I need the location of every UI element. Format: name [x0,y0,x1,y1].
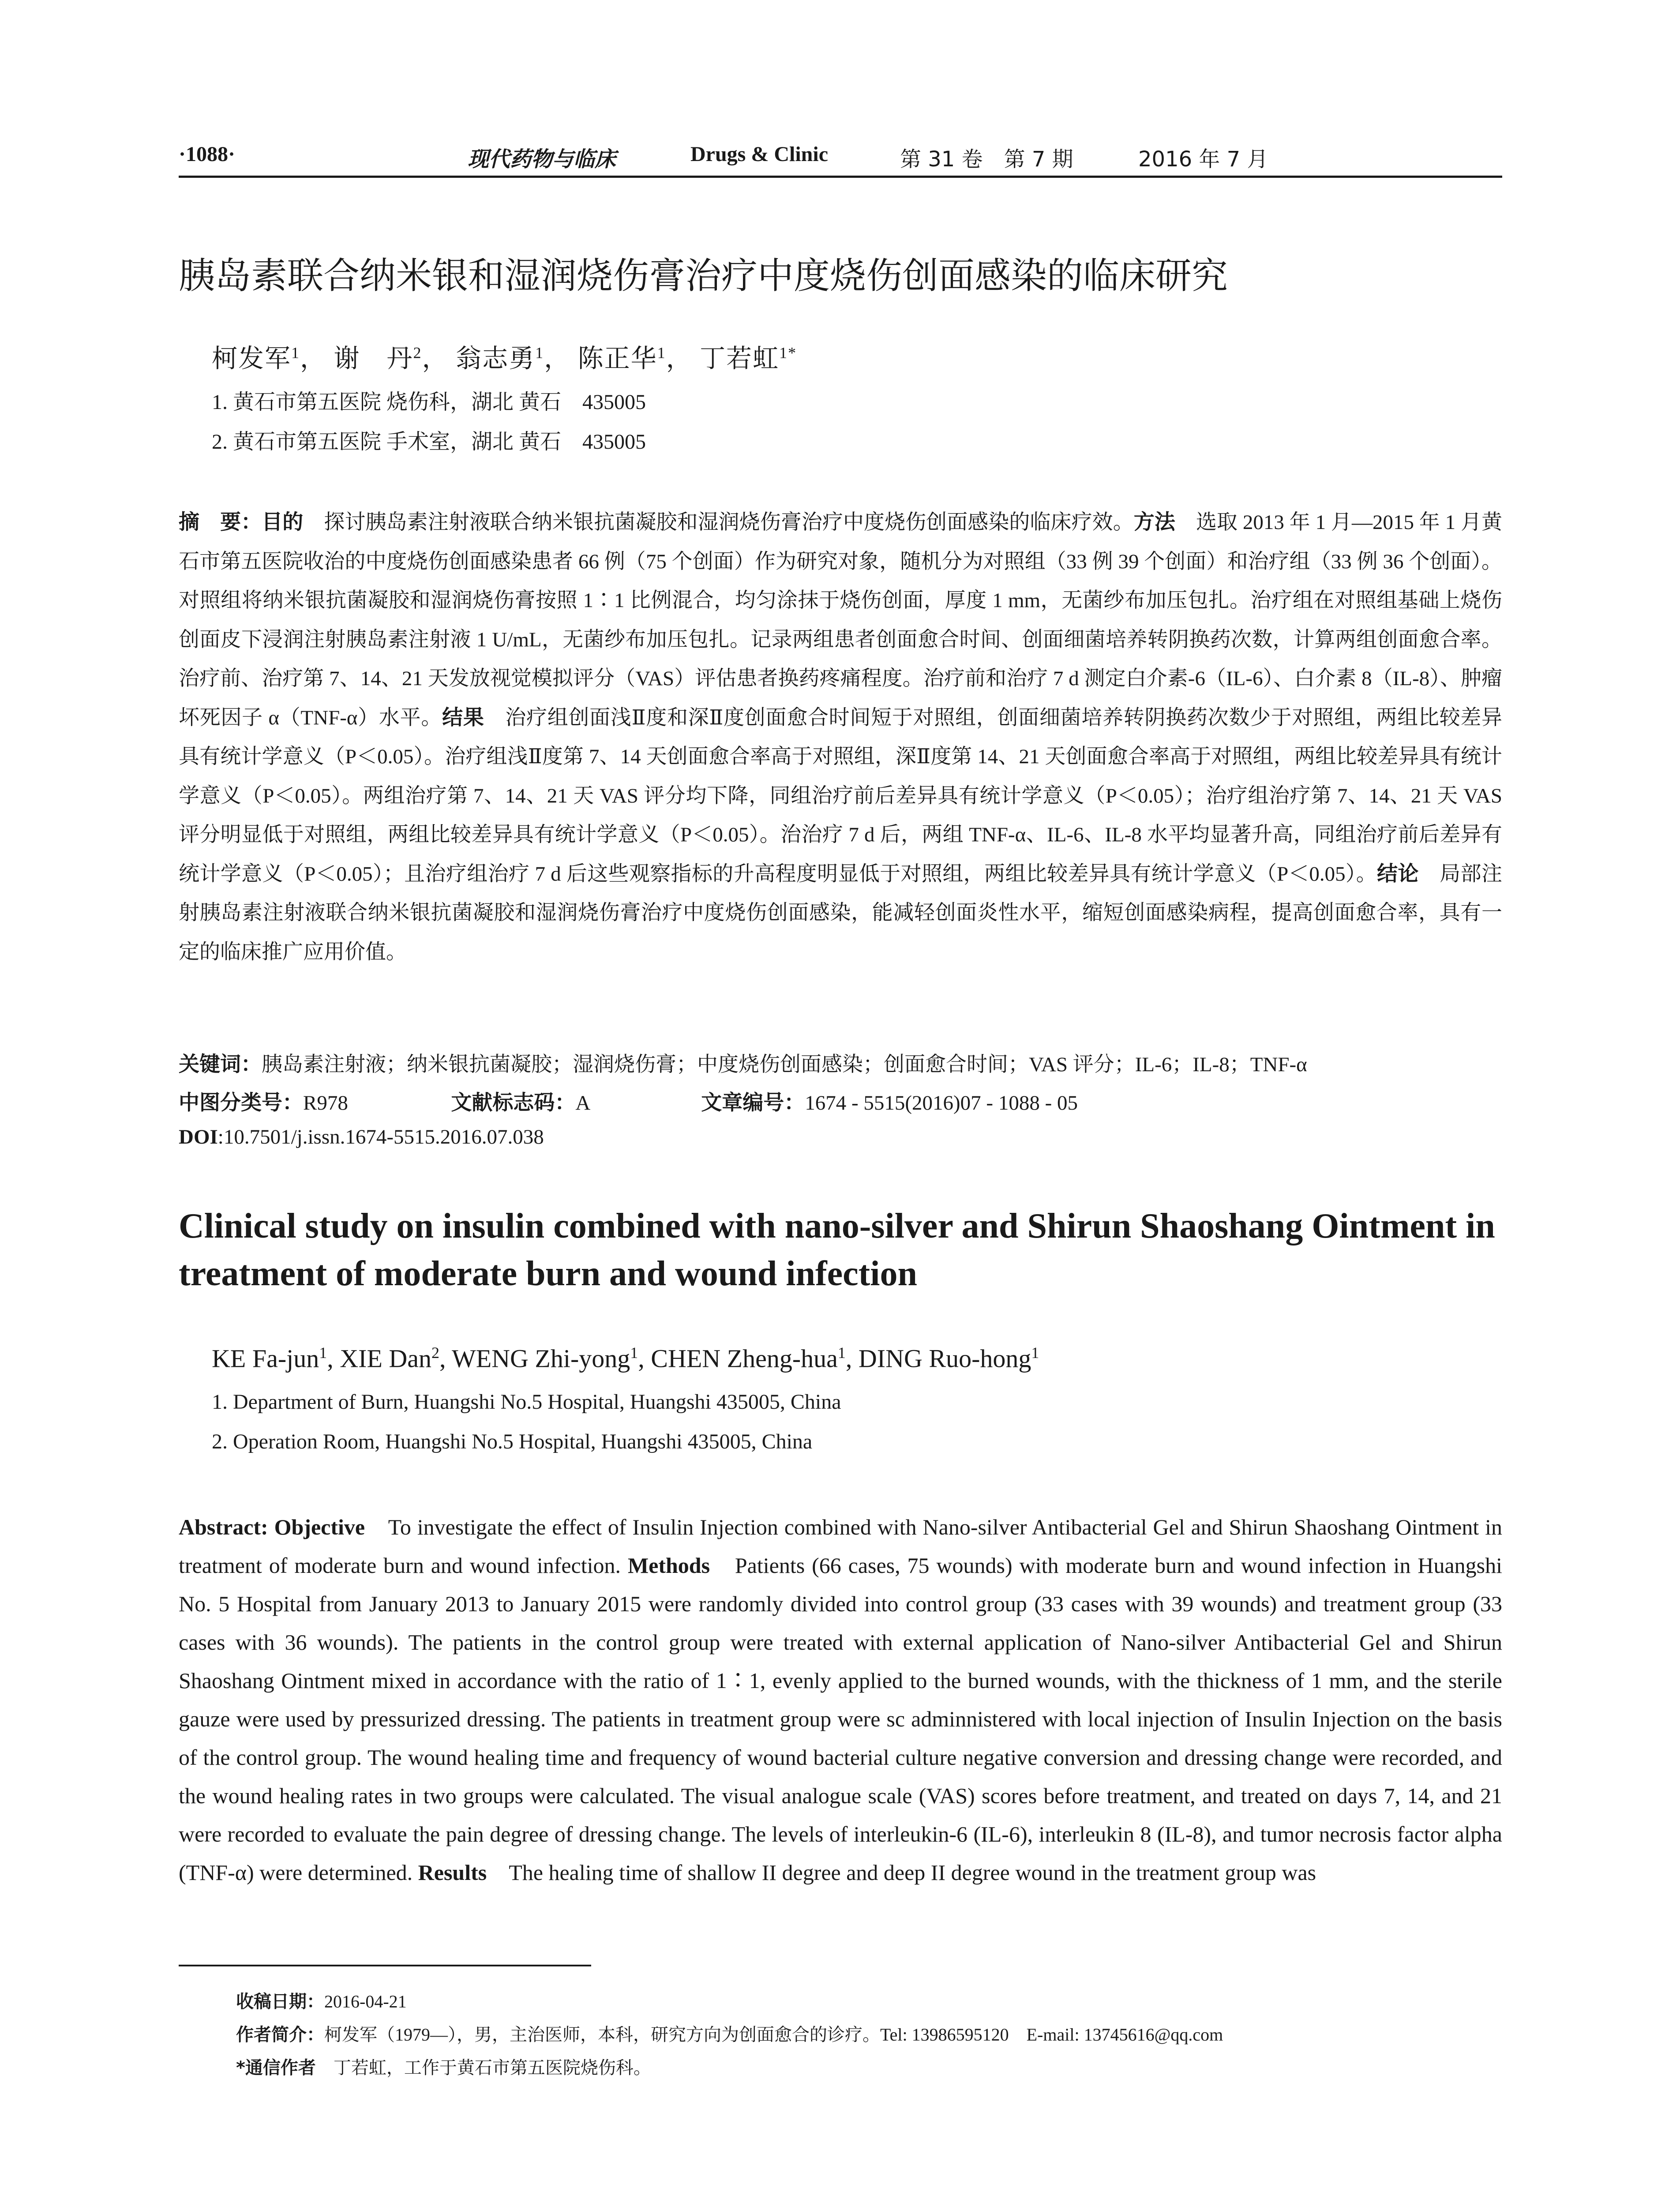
results-en: The healing time of shallow II degree and deep II degree wound in the treatment group was [487,1860,1316,1885]
author-sup: 1 [319,1344,327,1362]
clc-value: R978 [303,1092,348,1114]
doc-code-value: A [575,1092,589,1114]
author-sup: 1 [535,344,544,362]
received-date: 2016-04-21 [324,1992,407,2011]
classification-line [179,1086,1502,1116]
author-sup: 1* [779,344,797,362]
author-cn: 丁若虹 [700,344,780,373]
author-cn: 柯发军 [212,344,292,373]
corresponding-text: 丁若虹，工作于黄石市第五医院烧伤科。 [315,2058,651,2078]
author-cn: 陈正华 [578,344,657,373]
conclusion-cn: 局部注射胰岛素注射液联合纳米银抗菌凝胶和湿润烧伤膏治疗中度烧伤创面感染，能减轻创面炎性水平，缩短创面感染病程，提高创面愈合率，具有一定的临床推广应用价值。 [179,862,1503,964]
volume-issue: 第 31 卷 第 7 期 [900,147,1073,172]
author-sup: 1 [837,1344,846,1362]
corresponding-label: *通信作者 [236,2058,316,2078]
author-en: DING Ruo-hong [858,1344,1031,1373]
abstract-cn [179,503,1502,972]
affiliation-en-2: 2. Operation Room, Huangshi No.5 Hospital, Huangshi 435005, China [212,1430,813,1453]
methods-en: Patients (66 cases, 75 wounds) with moderate burn and wound infection in Huangshi No. 5 Hospital from January 2013 to January 2015 were randomly divided into control group (33 cases with 39 wounds) and treatment group (33 cases with 36 wounds). The patients in the control group were treated with external application of Nano-silver Antibacterial Gel and Shirun Shaoshang Ointment mixed in accordance with the ratio of 1∶1, evenly applied to the burned wounds, with the thickness of 1 mm, and the sterile gauze were used by pressurized dressing. The patients in treatment group were sc adminnistered with local injection of Insulin Injection on the basis of the control group. The wound healing time and frequency of wound bacterial culture negative conversion and dressing change were recorded, and the wound healing rates in two groups were calculated. The visual analogue scale (VAS) scores before treatment, and treated on days 7, 14, and 21 were recorded to evaluate the pain degree of dressing change. The levels of interleukin-6 (IL-6), interleukin 8 (IL-8), and tumor necrosis factor alpha (TNF-α) were determined. [179,1553,1502,1885]
methods-cn-label: 方法 [1133,510,1175,534]
keywords-cn-label: 关键词： [179,1052,262,1077]
abstract-cn-label: 摘 要： [179,510,262,534]
running-header [179,142,1501,173]
conclusion-cn-label: 结论 [1377,861,1419,886]
objective-en-label: Objective [274,1515,365,1539]
affiliation-en-1: 1. Department of Burn, Huangshi No.5 Hospital, Huangshi 435005, China [212,1390,841,1414]
authors-en: KE Fa-jun$^1$, XIE Dan$^2$, WENG Zhi-yong$^1$, CHEN Zheng-hua$^1$, DING Ruo-hong$^1$ [212,1344,1039,1373]
title-cn: 胰岛素联合纳米银和湿润烧伤膏治疗中度烧伤创面感染的临床研究 [179,255,1228,297]
abstract-en-label: Abstract: [179,1515,268,1539]
footnote-rule [179,1965,591,1966]
author-sup: 1 [657,344,666,362]
objective-en: To investigate the effect of Insulin Injection combined with Nano-silver Antibacterial Gel and Shirun Shaoshang Ointment in treatment of moderate burn and wound infection. [179,1515,1502,1578]
objective-cn-label: 目的 [262,510,304,534]
footnote-received [236,1988,407,2013]
doi-line [179,1125,1502,1149]
journal-name-en: Drugs & Clinic [690,143,828,166]
journal-name-cn: 现代药物与临床 [468,147,616,172]
author-cn: 谢 丹 [334,344,413,373]
results-cn: 治疗组创面浅Ⅱ度和深Ⅱ度创面愈合时间短于对照组，创面细菌培养转阴换药次数少于对照组，两组比较差异具有统计学意义（P＜0.05）。治疗组浅Ⅱ度第 7、14 天创面愈合率高于对照组，深Ⅱ度第 14、21 天创面愈合率高于对照组，两组比较差异具有统计学意义（P＜0.05）。两组治疗第 7、14、21 天 VAS 评分均下降，同组治疗前后差异具有统计学意义（P＜0.05）；治疗组治疗第 7、14、21 天 VAS 评分明显低于对照组，两组比较差异具有统计学意义（P＜0.05）。治治疗 7 d 后，两组 TNF-α、IL-6、IL-8 水平均显著升高，同组治疗前后差异有统计学意义（P＜0.05）；且治疗组治疗 7 d 后这些观察指标的升高程度明显低于对照组，两组比较差异具有统计学意义（P＜0.05）。 [179,706,1503,885]
author-en: KE Fa-jun [212,1344,319,1373]
author-sup: 2 [431,1344,440,1362]
footnote-bio [236,2021,1223,2046]
methods-en-label: Methods [627,1553,710,1578]
authors-cn: 柯发军$^1$， 谢 丹$^2$， 翁志勇$^1$， 陈正华$^1$， 丁若虹$^{1*}$ [212,344,797,373]
doc-code-label: 文献标志码： [451,1091,576,1115]
abstract-en [179,1508,1502,1892]
affiliation-cn-2: 2. 黄石市第五医院 手术室，湖北 黄石 435005 [212,430,646,454]
doi-label: DOI [179,1126,218,1148]
author-sup: 1 [1031,1344,1039,1362]
author-sup: 1 [291,344,300,362]
keywords-cn-text: 胰岛素注射液；纳米银抗菌凝胶；湿润烧伤膏；中度烧伤创面感染；创面愈合时间；VAS 评分；IL-6；IL-8；TNF-α [262,1053,1307,1076]
title-en: Clinical study on insulin combined with nano-silver and Shirun Shaoshang Ointment in treatment of moderate burn and wound infection [179,1207,1495,1293]
doi-value: :10.7501/j.issn.1674-5515.2016.07.038 [218,1126,544,1148]
page-number: ·1088· [179,143,236,166]
author-cn: 翁志勇 [456,344,536,373]
objective-cn: 探讨胰岛素注射液联合纳米银抗菌凝胶和湿润烧伤膏治疗中度烧伤创面感染的临床疗效。 [303,511,1134,534]
bio-text: 柯发军（1979—），男，主治医师，本科，研究方向为创面愈合的诊疗。Tel: 13986595120 E-mail: 13745616@qq.com [324,2025,1223,2045]
methods-cn: 选取 2013 年 1 月—2015 年 1 月黄石市第五医院收治的中度烧伤创面感染患者 66 例（75 个创面）作为研究对象，随机分为对照组（33 例 39 个创面）和治疗组（33 例 36 个创面）。对照组将纳米银抗菌凝胶和湿润烧伤膏按照 1∶1 比例混合，均匀涂抹于烧伤创面，厚度 1 mm，无菌纱布加压包扎。治疗组在对照组基础上烧伤创面皮下浸润注射胰岛素注射液 1 U/mL，无菌纱布加压包扎。记录两组患者创面愈合时间、创面细菌培养转阴换药次数，计算两组创面愈合率。治疗前、治疗第 7、14、21 天发放视觉模拟评分（VAS）评估患者换药疼痛程度。治疗前和治疗 7 d 测定白介素-6（IL-6）、白介素 8（IL-8）、肿瘤坏死因子 α（TNF-α）水平。 [179,511,1503,729]
affiliation-cn-1: 1. 黄石市第五医院 烧伤科，湖北 黄石 435005 [212,390,646,414]
received-label: 收稿日期： [236,1992,324,2012]
author-sup: 1 [630,1344,638,1362]
article-no-label: 文章编号： [701,1091,805,1115]
footnote-corresponding [236,2054,651,2079]
issue-date: 2016 年 7 月 [1138,147,1268,172]
results-cn-label: 结果 [442,705,484,730]
article-no-value: 1674 - 5515(2016)07 - 1088 - 05 [805,1092,1078,1114]
keywords-cn [179,1048,1502,1077]
author-en: CHEN Zheng-hua [651,1344,838,1373]
author-en: WENG Zhi-yong [451,1344,630,1373]
author-sup: 2 [413,344,422,362]
clc-label: 中图分类号： [179,1091,303,1115]
bio-label: 作者简介： [236,2025,324,2045]
results-en-label: Results [418,1860,487,1885]
author-en: XIE Dan [340,1344,432,1373]
header-rule [179,176,1502,178]
